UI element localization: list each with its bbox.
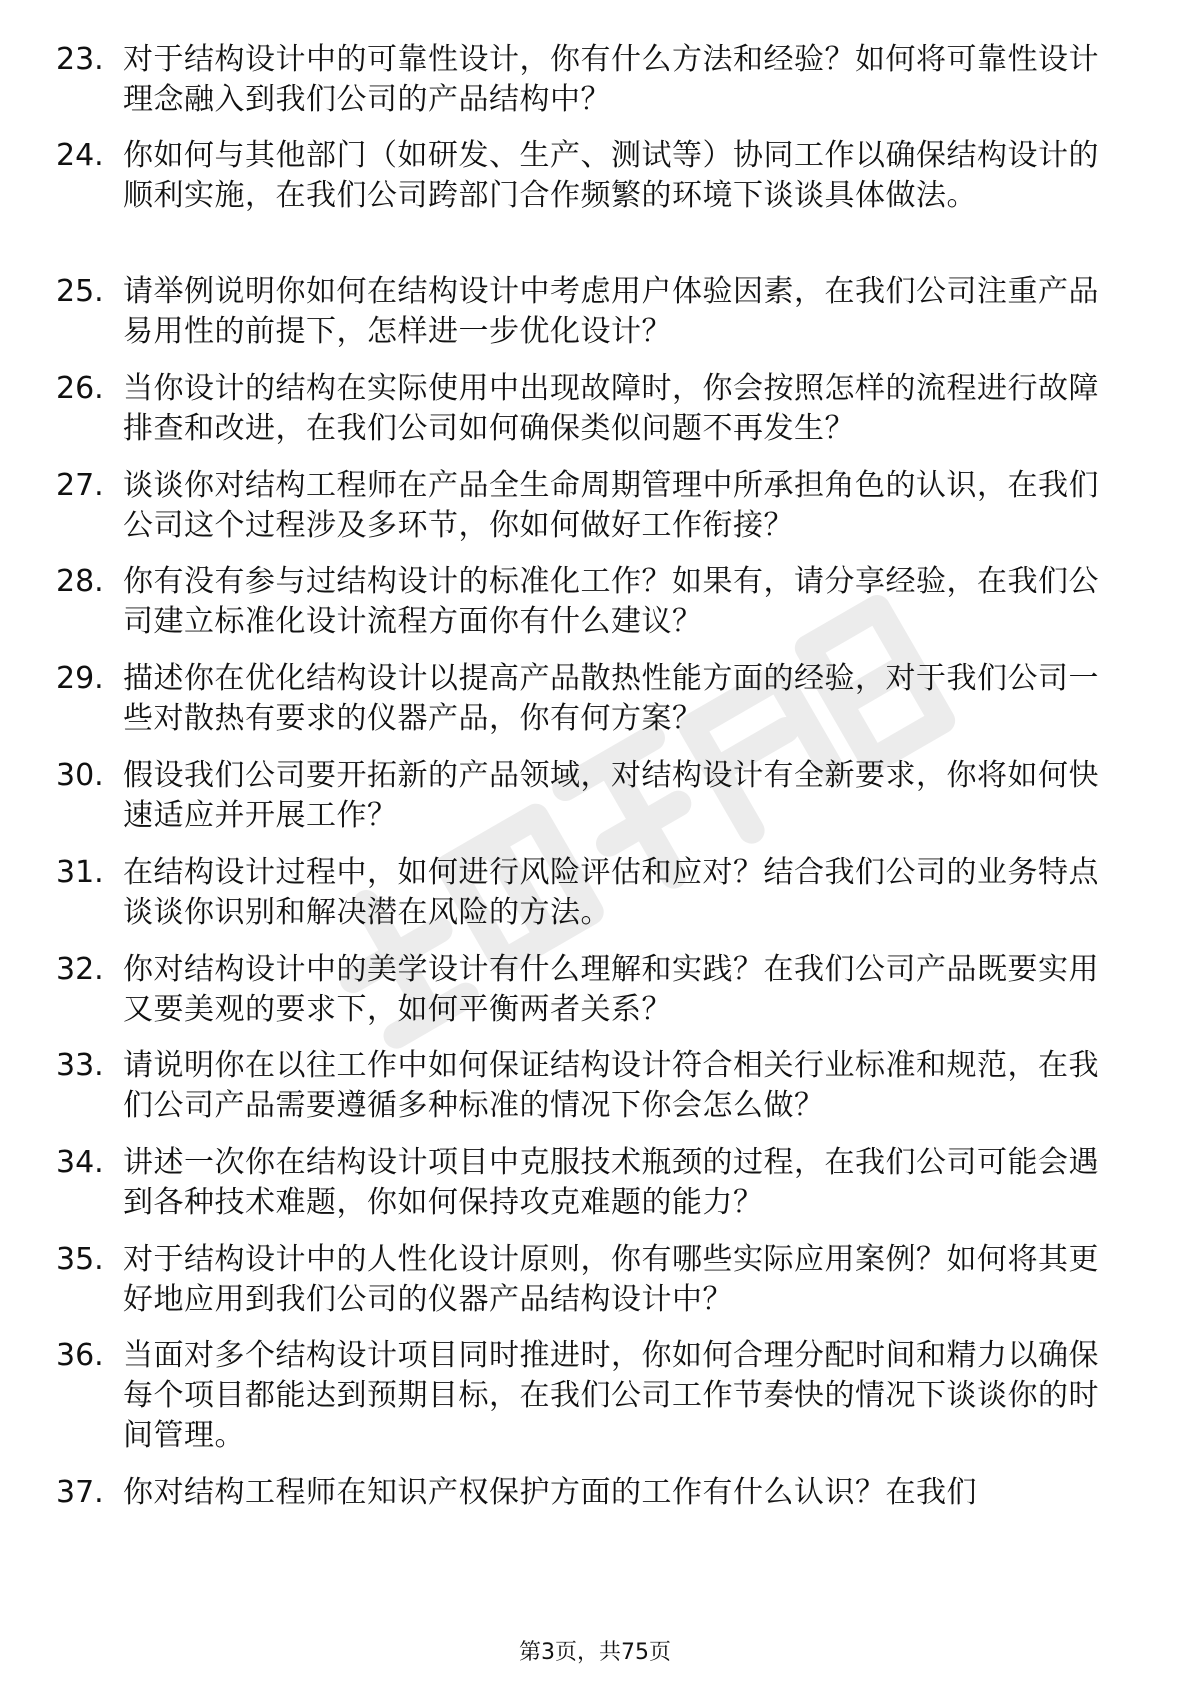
question-text: 对于结构设计中的可靠性设计，你有什么方法和经验？如何将可靠性设计理念融入到我们公司的产品结构中？ <box>123 42 1099 117</box>
page-number-footer: 第3页，共75页 <box>519 1640 671 1665</box>
question-number: 29. <box>56 661 104 696</box>
question-number: 24. <box>56 138 104 173</box>
question-number: 37. <box>56 1475 104 1510</box>
question-text: 你对结构设计中的美学设计有什么理解和实践？在我们公司产品既要实用又要美观的要求下，如何平衡两者关系？ <box>123 952 1099 1027</box>
question-text: 当面对多个结构设计项目同时推进时，你如何合理分配时间和精力以确保每个项目都能达到预期目标，在我们公司工作节奏快的情况下谈谈你的时间管理。 <box>123 1338 1099 1453</box>
question-text: 讲述一次你在结构设计项目中克服技术瓶颈的过程，在我们公司可能会遇到各种技术难题，你如何保持攻克难题的能力？ <box>123 1145 1099 1220</box>
question-text: 当你设计的结构在实际使用中出现故障时，你会按照怎样的流程进行故障排查和改进，在我们公司如何确保类似问题不再发生？ <box>123 371 1099 446</box>
question-number: 28. <box>56 564 104 599</box>
question-text: 你对结构工程师在知识产权保护方面的工作有什么认识？在我们 <box>123 1475 977 1510</box>
question-number: 27. <box>56 468 104 503</box>
question-number: 25. <box>56 274 104 309</box>
question-text: 请举例说明你如何在结构设计中考虑用户体验因素，在我们公司注重产品易用性的前提下，怎样进一步优化设计？ <box>123 274 1099 349</box>
question-text: 请说明你在以往工作中如何保证结构设计符合相关行业标准和规范，在我们公司产品需要遵循多种标准的情况下你会怎么做？ <box>123 1048 1099 1123</box>
question-number: 32. <box>56 952 104 987</box>
question-number: 34. <box>56 1145 104 1180</box>
question-number: 33. <box>56 1048 104 1083</box>
question-text: 你有没有参与过结构设计的标准化工作？如果有，请分享经验，在我们公司建立标准化设计流程方面你有什么建议？ <box>123 564 1099 639</box>
question-number: 36. <box>56 1338 104 1373</box>
question-number: 23. <box>56 42 104 77</box>
question-text: 谈谈你对结构工程师在产品全生命周期管理中所承担角色的认识，在我们公司这个过程涉及多环节，你如何做好工作衔接？ <box>123 468 1099 543</box>
question-number: 31. <box>56 855 104 890</box>
question-text: 你如何与其他部门（如研发、生产、测试等）协同工作以确保结构设计的顺利实施，在我们公司跨部门合作频繁的环境下谈谈具体做法。 <box>123 138 1099 213</box>
question-number: 30. <box>56 758 104 793</box>
question-text: 描述你在优化结构设计以提高产品散热性能方面的经验，对于我们公司一些对散热有要求的仪器产品，你有何方案？ <box>123 661 1099 736</box>
question-text: 在结构设计过程中，如何进行风险评估和应对？结合我们公司的业务特点谈谈你识别和解决潜在风险的方法。 <box>123 855 1099 930</box>
question-text: 对于结构设计中的人性化设计原则，你有哪些实际应用案例？如何将其更好地应用到我们公司的仪器产品结构设计中？ <box>123 1242 1099 1317</box>
question-number: 35. <box>56 1242 104 1277</box>
question-text: 假设我们公司要开拓新的产品领域，对结构设计有全新要求，你将如何快速适应并开展工作？ <box>123 758 1099 833</box>
question-number: 26. <box>56 371 104 406</box>
